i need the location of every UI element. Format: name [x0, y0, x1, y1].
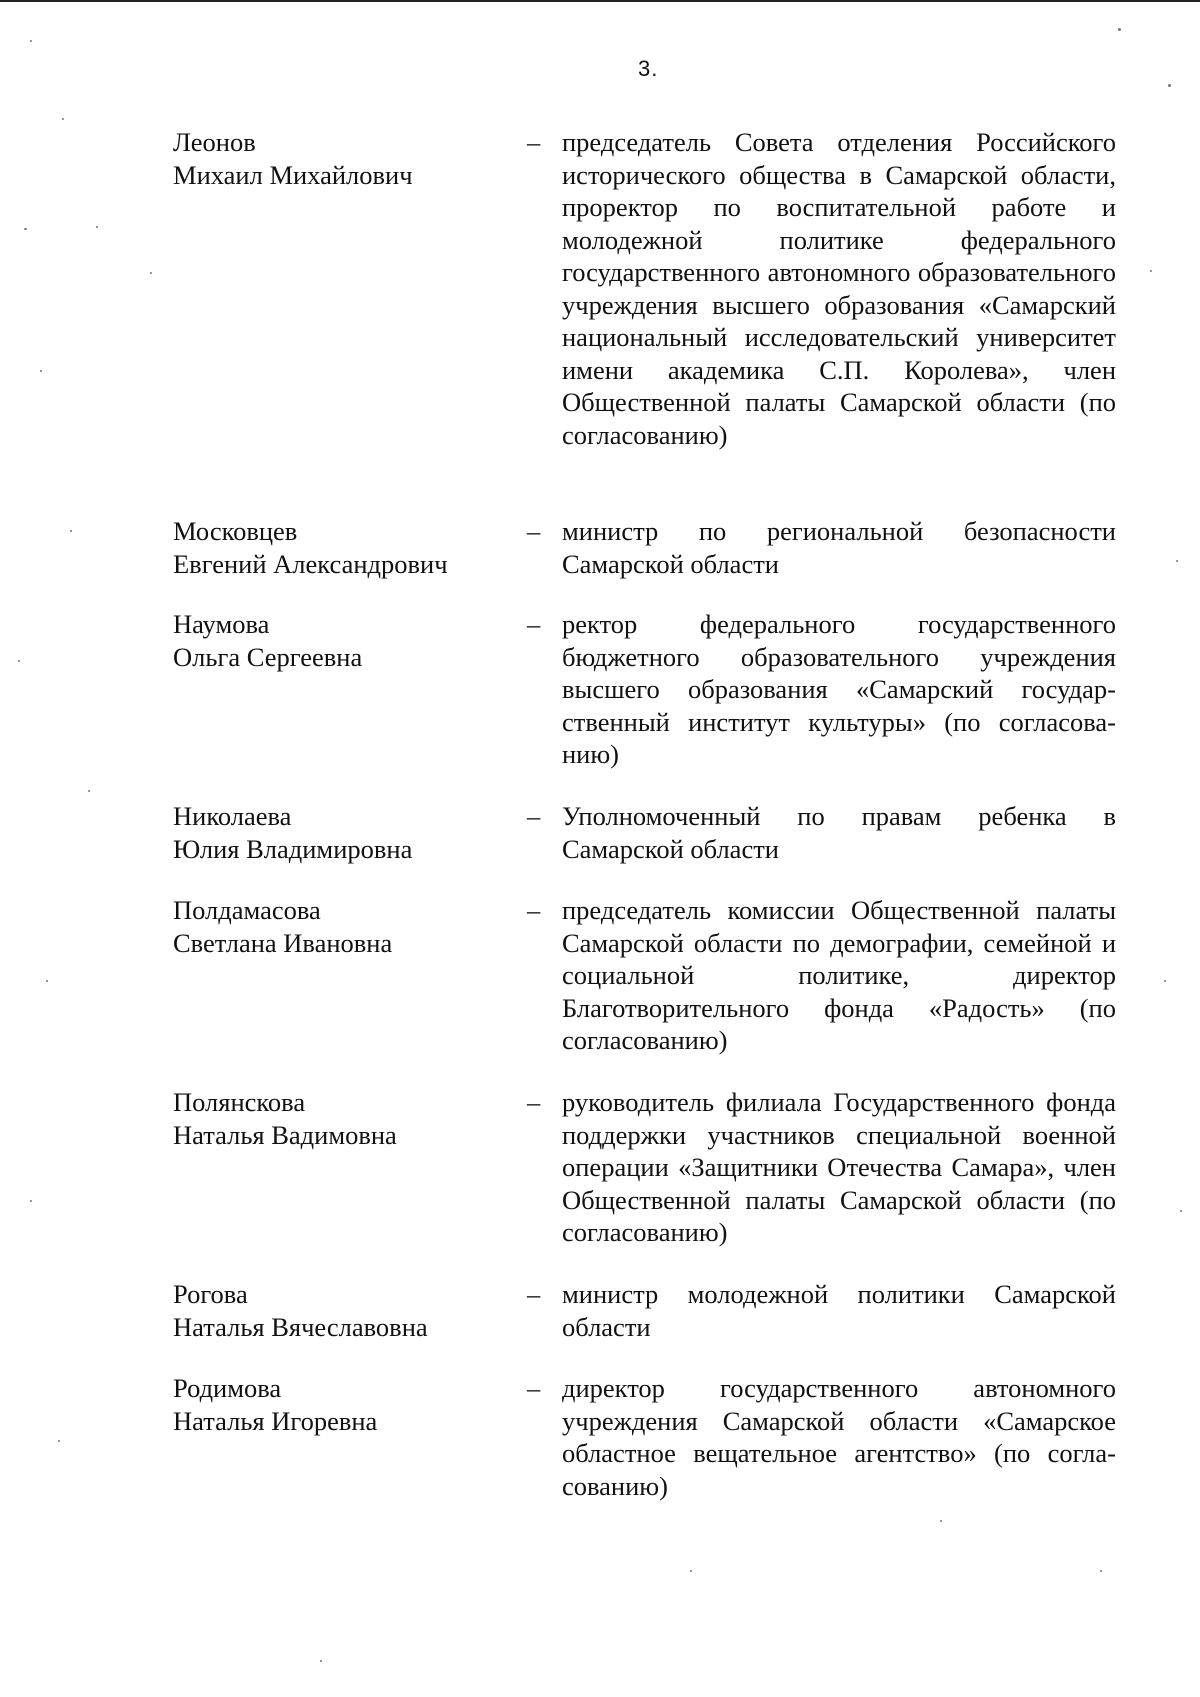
member-name: [173, 894, 523, 959]
member-surname: Леонов: [173, 127, 256, 157]
member-given-names: Наталья Вадимовна: [173, 1119, 397, 1150]
scan-speck: [940, 1520, 942, 1522]
scan-speck: [1180, 1210, 1182, 1212]
top-border-line: [0, 0, 1200, 2]
member-position: министр по региональной безопасности Самарской области: [562, 516, 1116, 579]
scan-speck: [30, 40, 32, 42]
member-name: [173, 126, 523, 191]
member-name: [173, 1278, 523, 1343]
entry-dash: –: [527, 609, 541, 639]
scan-speck: [1164, 980, 1166, 982]
member-position: председатель Совета отделения Российского исторического общества в Самарской области, проректор по воспитательной работе и молодежной политике федерального государственного автономного образовательного учреждения высшего образования «Самарский национальный исследовательский университет имени академика С.П. Королева», член Общественной палаты Самарской области (по согласованию): [562, 127, 1116, 450]
scan-speck: [18, 660, 20, 662]
member-name: [173, 800, 523, 865]
entry-dash: –: [527, 1087, 541, 1117]
scan-speck: [30, 1200, 32, 1202]
member-given-names: Наталья Вячеславовна: [173, 1311, 428, 1342]
scan-speck: [1168, 84, 1171, 87]
scan-speck: [1150, 270, 1152, 272]
scan-speck: [1118, 28, 1121, 31]
scan-speck: [58, 1440, 60, 1442]
entry-dash: –: [527, 1373, 541, 1403]
member-position: руководитель филиала Государственного фонда поддержки участников специальной военной операции «Защитники Отечества Самара», член Общественной палаты Самарской области (по согласованию): [562, 1087, 1116, 1247]
member-position: министр молодежной политики Самарской области: [562, 1279, 1116, 1342]
scan-speck: [690, 1570, 692, 1572]
entry-dash: –: [527, 895, 541, 925]
member-given-names: Наталья Игоревна: [173, 1405, 378, 1436]
member-name: [173, 608, 523, 673]
scan-speck: [96, 226, 98, 228]
scan-speck: [24, 228, 27, 230]
entry-dash: –: [527, 127, 541, 157]
member-position: директор государственного автономного учреждения Самарской области «Самарское областное вещательное агентство» (по согласованию): [562, 1373, 1116, 1501]
member-name: [173, 515, 523, 580]
scan-speck: [1176, 560, 1178, 562]
member-given-names: Ольга Сергеевна: [173, 641, 363, 672]
member-position: Уполномоченный по правам ребенка в Самарской области: [562, 801, 1116, 864]
scan-speck: [1100, 1570, 1102, 1572]
scan-speck: [320, 1660, 322, 1662]
member-position: ректор федерального государственного бюджетного образовательного учреждения высшего образования «Самарский государственный институт культуры» (по согласованию): [562, 609, 1116, 769]
scan-speck: [62, 118, 64, 120]
scan-speck: [46, 980, 48, 982]
entry-dash: –: [527, 516, 541, 546]
member-surname: Родимова: [173, 1373, 282, 1403]
page-number: 3.: [638, 56, 659, 81]
member-surname: Полдамасова: [173, 895, 321, 925]
scan-speck: [70, 530, 72, 532]
member-surname: Николаева: [173, 801, 292, 831]
member-surname: Полянскова: [173, 1087, 306, 1117]
member-given-names: Михаил Михайлович: [173, 159, 413, 190]
entry-dash: –: [527, 1279, 541, 1309]
member-surname: Наумова: [173, 609, 270, 639]
member-given-names: Светлана Ивановна: [173, 927, 393, 958]
member-surname: Рогова: [173, 1279, 248, 1309]
member-given-names: Юлия Владимировна: [173, 833, 413, 864]
member-surname: Московцев: [173, 516, 298, 546]
member-name: [173, 1372, 523, 1437]
entry-dash: –: [527, 801, 541, 831]
member-name: [173, 1086, 523, 1151]
member-position: председатель комиссии Общественной палаты Самарской области по демографии, семейной и социальной политике, директор Благотворительного фонда «Радость» (по согласованию): [562, 895, 1116, 1055]
scan-speck: [88, 790, 90, 792]
scan-speck: [150, 272, 152, 274]
scan-speck: [40, 370, 42, 372]
member-given-names: Евгений Александрович: [173, 548, 448, 579]
